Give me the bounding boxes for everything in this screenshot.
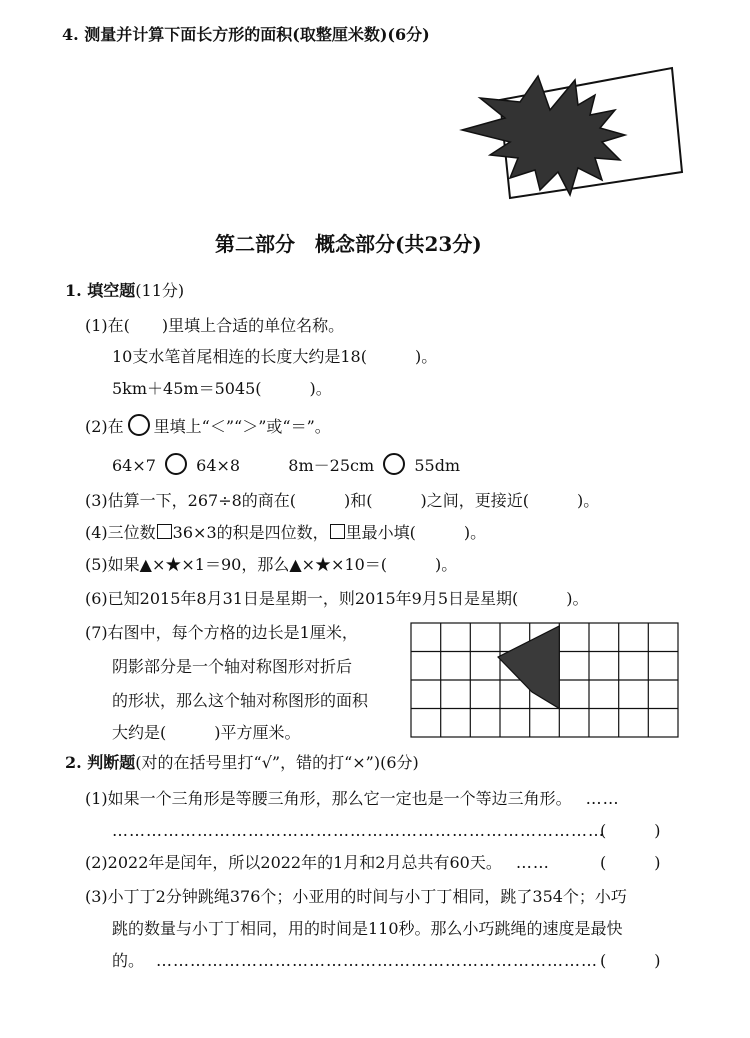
judge-q3-line3-text: 的。 [112,951,145,970]
fill-q7-line2: 阴影部分是一个轴对称图形对折后 [112,657,353,676]
blank-square-icon [157,524,172,539]
judge-q2-dots: …… [515,853,550,872]
fill-q4-pre: (4)三位数 [85,523,156,542]
judge-note: (对的在括号里打“√”，错的打“×”)(6分) [135,753,419,772]
fill-q1-intro: (1)在( )里填上合适的单位名称。 [85,316,345,335]
fill-q7-line4: 大约是( )平方厘米。 [112,723,301,742]
judge-q1-line1 [85,788,620,810]
judge-heading-line [65,752,419,774]
judge-q1-dots1: …… [585,789,620,808]
expr2-right: 55dm [414,456,461,475]
expr2-left: 8m－25cm [288,456,375,475]
part2-title: 第二部分 概念部分(共23分) [215,232,482,256]
answer-circle-2[interactable] [383,453,405,475]
fill-q4 [85,522,486,544]
fill-q2-expressions [112,453,460,477]
judge-q2-text: (2)2022年是闰年，所以2022年的1月和2月总共有60天。 [85,853,502,872]
expr1-right: 64×8 [196,456,241,475]
fill-q3: (3)估算一下，267÷8的商在( )和( )之间，更接近( )。 [85,491,600,510]
fill-q4-mid: 36×3的积是四位数， [172,523,329,542]
fill-q1-b: 5km＋45m＝5045( )。 [112,379,332,398]
fill-q4-post: 里最小填( )。 [345,523,487,542]
judge-q1-text: (1)如果一个三角形是等腰三角形，那么它一定也是一个等边三角形。 [85,789,572,808]
fill-q7-line1: (7)右图中，每个方格的边长是1厘米， [85,623,358,642]
fill-heading: 1. 填空题 [65,281,136,300]
judge-q3-dots: …………………………………………………………………… [156,951,599,970]
q4-title: 4. 测量并计算下面长方形的面积(取整厘米数)(6分) [62,25,430,44]
fill-q2-intro-pre: (2)在 [85,417,124,436]
fill-q2-intro-post: 里填上“＜”“＞”或“＝”。 [153,417,331,436]
judge-q1-answer-paren[interactable]: ( ) [600,821,661,840]
shaded-shape [498,626,559,709]
grid-figure [410,622,682,740]
judge-q3-line2: 跳的数量与小丁丁相同，用的时间是110秒。那么小巧跳绳的速度是最快 [112,919,623,938]
judge-q3-line3 [112,950,598,972]
fill-score: (11分) [135,281,185,300]
judge-q3-line1: (3)小丁丁2分钟跳绳376个；小亚用的时间与小丁丁相同，跳了354个；小巧 [85,887,627,906]
answer-circle-1[interactable] [165,453,187,475]
judge-heading: 2. 判断题 [65,753,136,772]
judge-q1-dots2: …………………………………………………………………………… [112,821,605,840]
fill-q1-a: 10支水笔首尾相连的长度大约是18( )。 [112,347,438,366]
fill-q6: (6)已知2015年8月31日是星期一，则2015年9月5日是星期( )。 [85,589,589,608]
compare-circle-icon [128,414,150,436]
rectangle-star-figure [450,60,690,200]
fill-q7-line3: 的形状，那么这个轴对称图形的面积 [112,691,369,710]
fill-q5: (5)如果▲×★×1＝90，那么▲×★×10＝( )。 [85,555,458,574]
fill-q2-intro [85,414,331,438]
judge-q3-answer-paren[interactable]: ( ) [600,951,661,970]
blank-square-icon [330,524,345,539]
fill-heading-line [65,280,184,302]
judge-q2-line [85,852,550,874]
expr1-left: 64×7 [112,456,156,475]
judge-q2-answer-paren[interactable]: ( ) [600,853,661,872]
judge-q1-line2 [112,820,605,842]
